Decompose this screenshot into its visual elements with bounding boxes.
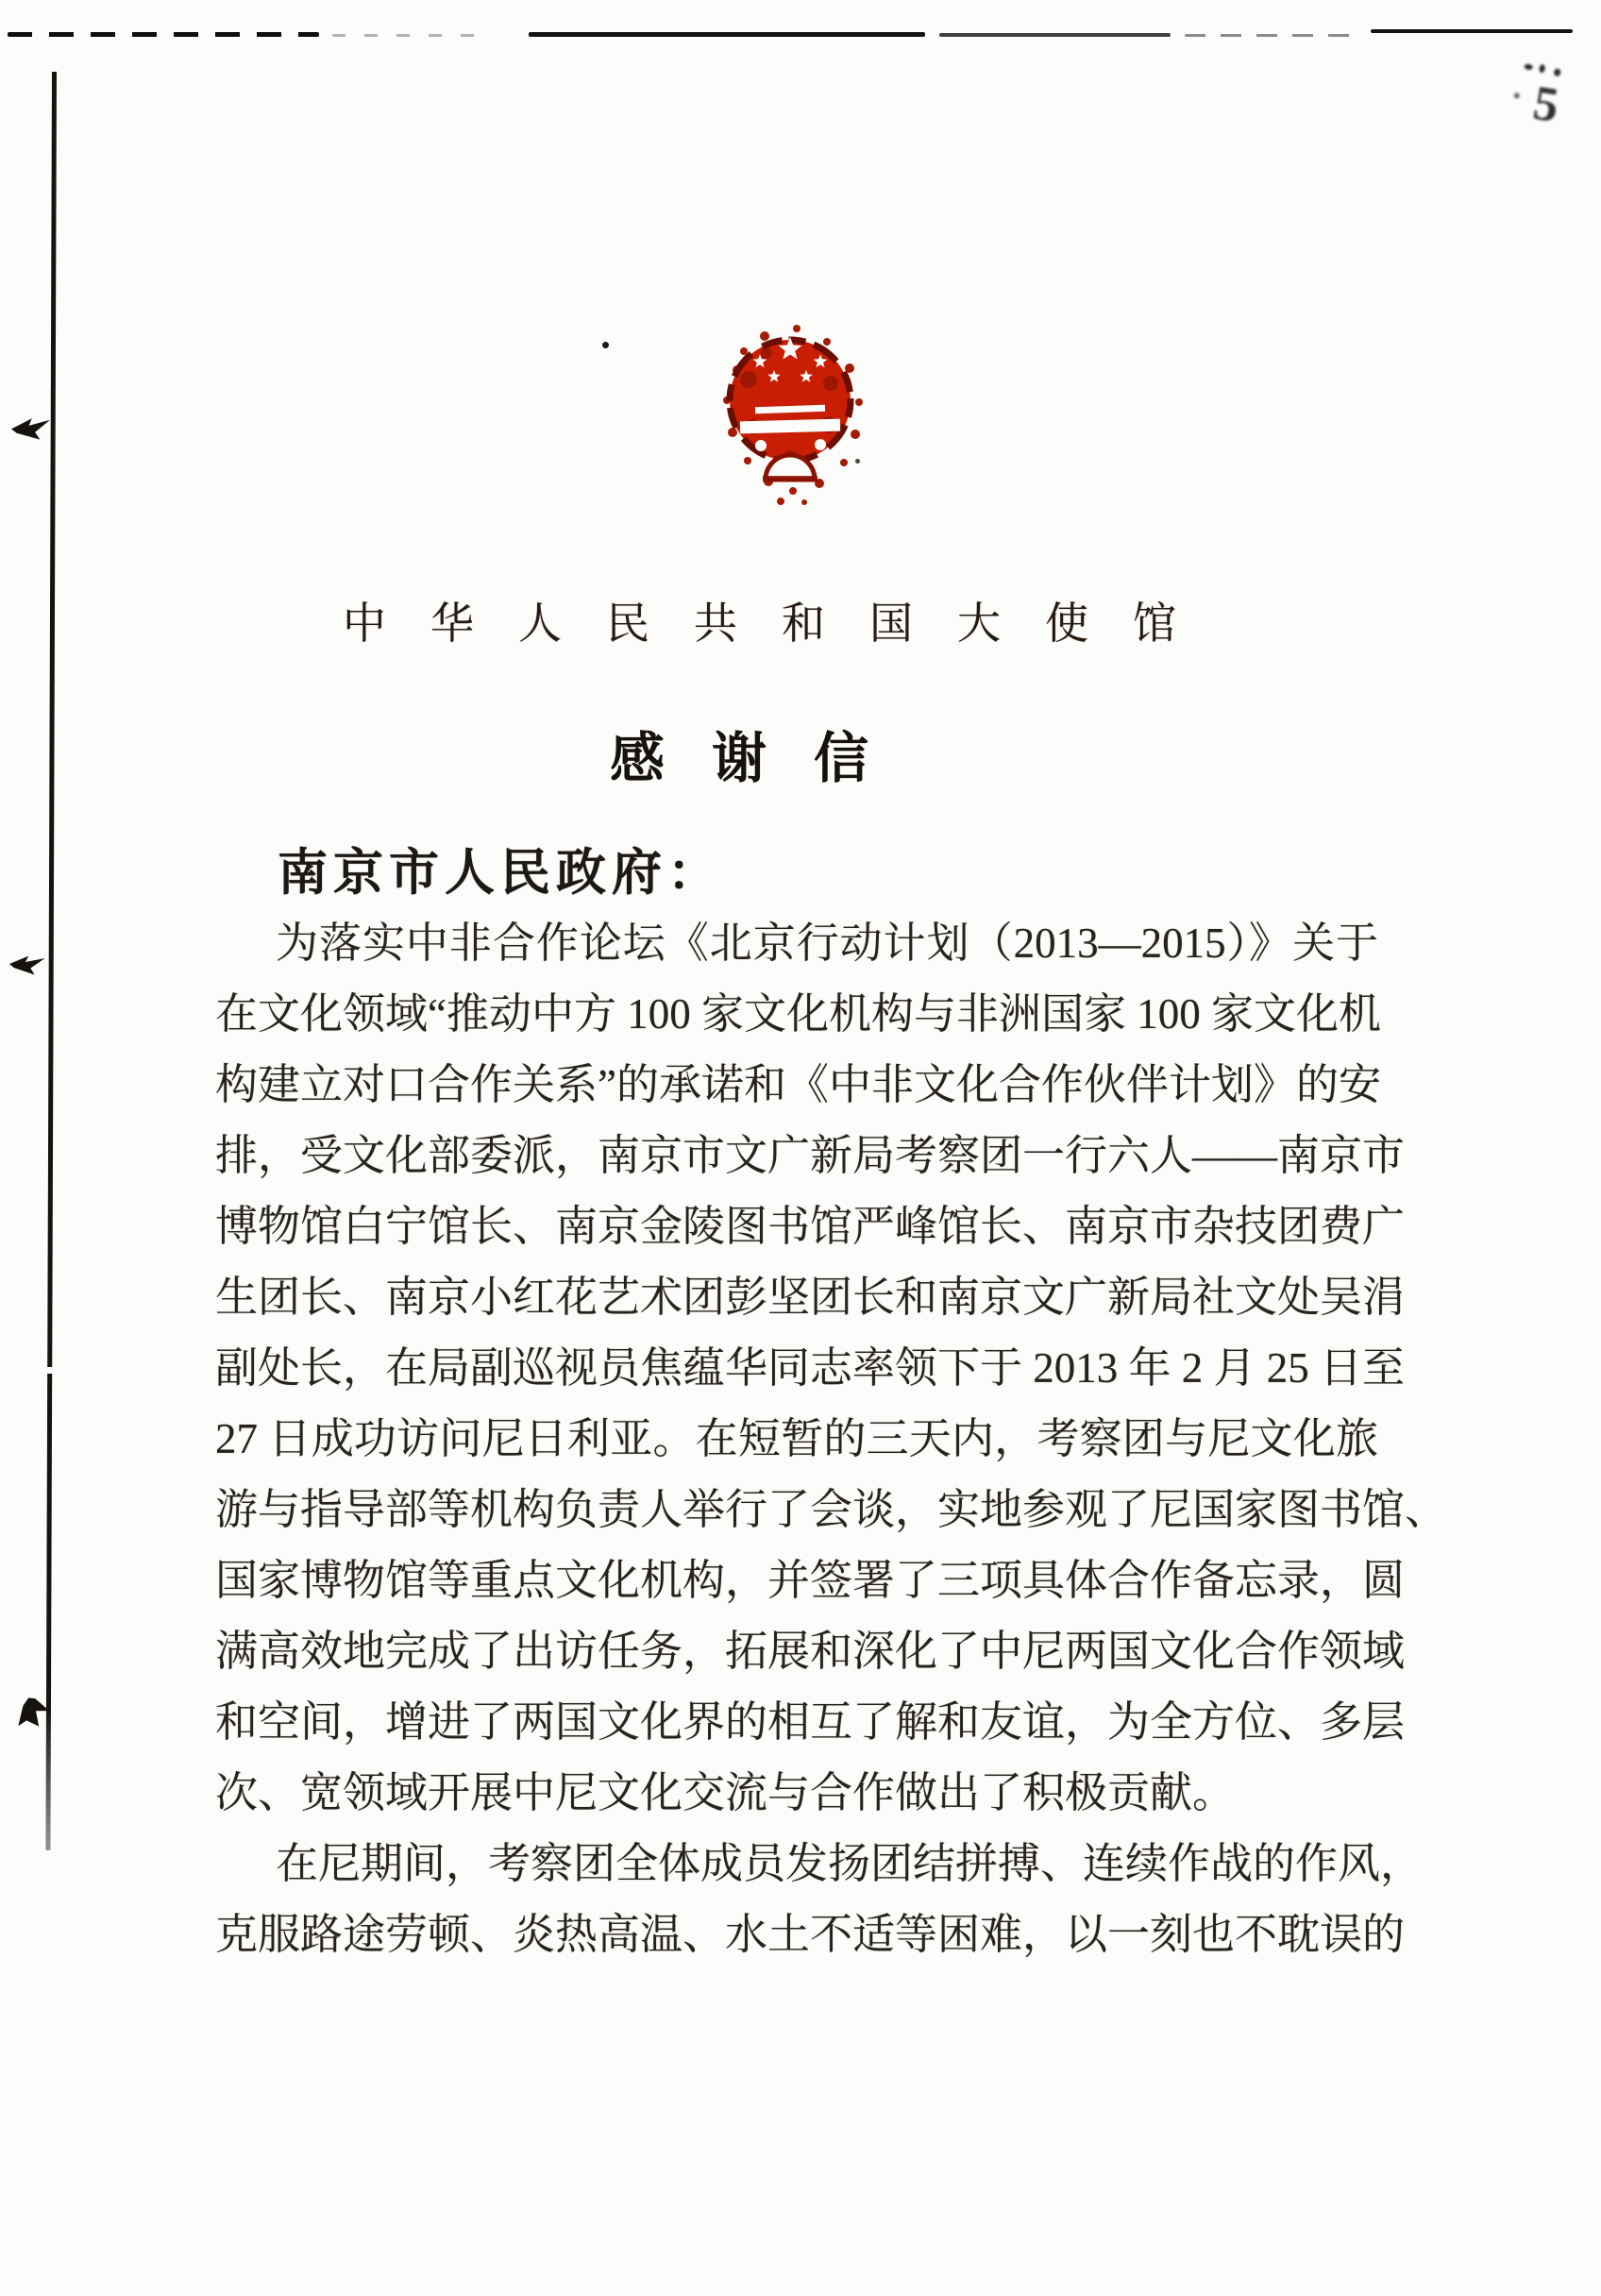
body-line: 和空间，增进了两国文化界的相互了解和友谊，为全方位、多层 bbox=[215, 1698, 1406, 1746]
margin-ink-mark bbox=[8, 951, 46, 978]
page-number-smudge bbox=[1503, 49, 1600, 146]
scan-top-edge-line bbox=[939, 33, 1171, 37]
body-line: 在文化领域“推动中方 100 家文化机构与非洲国家 100 家文化机 bbox=[215, 990, 1381, 1038]
body-line: 排，受文化部委派，南京市文广新局考察团一行六人——南京市 bbox=[215, 1132, 1406, 1179]
scan-top-edge-line bbox=[529, 32, 925, 37]
ink-speck bbox=[1524, 63, 1533, 70]
scan-top-edge-dashes bbox=[332, 34, 493, 37]
body-line: 次、宽领域开展中尼文化交流与合作做出了积极贡献。 bbox=[215, 1769, 1236, 1816]
ink-speck bbox=[602, 342, 609, 348]
letter-body bbox=[215, 908, 1448, 1970]
body-line: 博物馆白宁馆长、南京金陵图书馆严峰馆长、南京市杂技团费广 bbox=[215, 1203, 1406, 1250]
prc-national-emblem-icon bbox=[706, 313, 874, 514]
scan-line-break bbox=[45, 1367, 60, 1374]
body-line: 满高效地完成了出访任务，拓展和深化了中尼两国文化合作领域 bbox=[215, 1628, 1406, 1675]
body-line: 国家博物馆等重点文化机构，并签署了三项具体合作备忘录，圆 bbox=[215, 1557, 1406, 1604]
body-line: 在尼期间，考察团全体成员发扬团结拼搏、连续作战的作风， bbox=[276, 1840, 1424, 1887]
body-line: 构建立对口合作关系”的承诺和《中非文化合作伙伴计划》的安 bbox=[215, 1061, 1381, 1108]
body-line: 游与指导部等机构负责人举行了会谈，实地参观了尼国家图书馆、 bbox=[215, 1486, 1448, 1533]
page-number: 5 bbox=[1529, 76, 1563, 133]
body-line: 27 日成功访问尼日利亚。在短暂的三天内，考察团与尼文化旅 bbox=[215, 1415, 1378, 1462]
body-line: 为落实中非合作论坛《北京行动计划（2013—2015）》关于 bbox=[276, 920, 1378, 967]
margin-ink-mark bbox=[9, 411, 53, 445]
paragraph bbox=[215, 1829, 1424, 1970]
salutation: 南京市人民政府： bbox=[278, 846, 723, 901]
paragraph bbox=[215, 908, 1448, 1829]
ink-speck bbox=[1539, 64, 1545, 74]
scan-top-edge-dashes bbox=[8, 32, 319, 37]
scan-top-edge-dashes bbox=[1185, 34, 1364, 37]
ink-speck bbox=[1513, 93, 1520, 99]
letter-title: 感谢信 bbox=[609, 728, 916, 789]
body-line: 副处长，在局副巡视员焦蕴华同志率领下于 2013 年 2 月 25 日至 bbox=[215, 1344, 1406, 1392]
body-line: 生团长、南京小红花艺术团彭坚团长和南京文广新局社文处吴涓 bbox=[215, 1274, 1406, 1321]
body-line: 克服路途劳顿、炎热高温、水土不适等困难，以一刻也不耽误的 bbox=[215, 1911, 1406, 1958]
scan-top-edge-line bbox=[1371, 29, 1573, 33]
ink-speck bbox=[1554, 68, 1561, 76]
organization-name: 中华人民共和国大使馆 bbox=[343, 599, 1221, 648]
scan-left-border-line bbox=[45, 72, 57, 1850]
